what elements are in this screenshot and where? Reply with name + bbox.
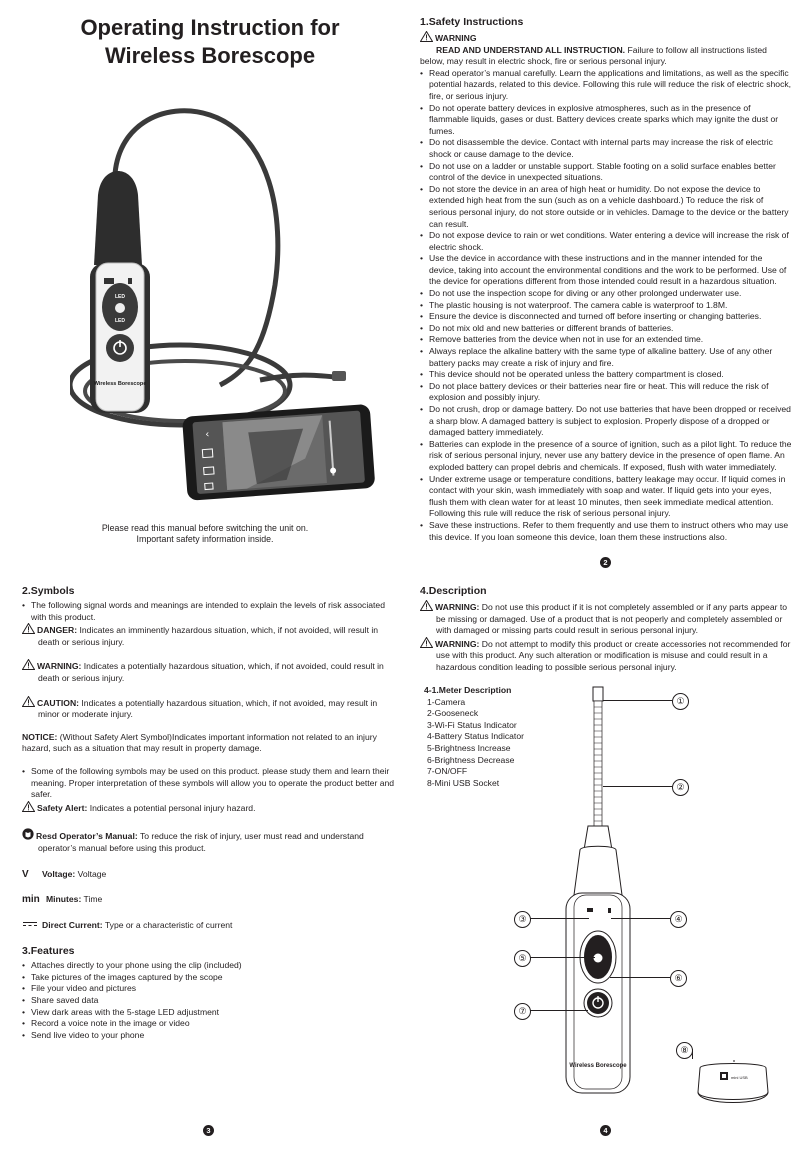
read-note [70,523,340,545]
read-note-line-2: Important safety information inside. [136,534,274,544]
safety-title: 1.Safety Instructions [420,16,524,28]
warning-triangle-icon [420,31,433,42]
safety-lead [420,45,792,68]
warning-label: WARNING: [37,661,82,672]
safety-lead-text: Failure to follow all instructions listed below, may result in electric shock, fire or serious personal injury. [420,44,767,67]
callout-5: ⑤ [514,950,531,967]
features-title: 3.Features [22,945,75,958]
some-symbols-text: • Some of the following symbols may be used on this product. please study them and learn their meaning. Proper interpretation of these symbols will allow you to operate the product better and safer. [22,766,398,801]
list-item: • View dark areas with the 5-stage LED adjustment [22,1007,398,1019]
description-warning-2-text: Do not attempt to modify this product or create accessories not recommended for use with this product. Any such alteration or modification is misuse and could result in a hazardous condition leading to possible serious personal injury. [436,638,791,672]
list-item: • Do not operate battery devices in explosive atmospheres, such as in the presence of flammable liquids, gases or dust. Battery devices create sparks which may ignite the dust or fumes. [420,103,792,138]
callout-2: ② [672,779,689,796]
list-item: • Save these instructions. Refer to them frequently and use them to instruct others who may use this device. If you loan someone this device, loan them these instructions also. [420,520,792,543]
list-item: 4-Battery Status Indicator [427,731,524,742]
direct-current-text: Type or a characteristic of current [102,919,233,930]
symbols-title: 2.Symbols [22,585,75,597]
list-item: 2-Gooseneck [427,708,479,719]
list-item: 7-ON/OFF [427,766,468,777]
list-item: • Attaches directly to your phone using the clip (included) [22,960,398,972]
list-item: • Share saved data [22,995,398,1007]
list-item: • Do not store the device in an area of high heat or humidity. Do not expose the device to extended high heat from the sun (such as on a vehicle dashboard.) To reduce the risk of serious personal injury, do not store outside or in vehicles. Damage to the device or the battery can result. [420,184,792,230]
diagram-device-label: Wireless Borescope [569,1063,627,1069]
caution-label: CAUTION: [37,697,80,708]
warning-row [22,659,398,684]
direct-current-label: Direct Current: [42,919,103,930]
list-item: • Under extreme usage or temperature conditions, battery leakage may occur. If liquid comes in contact with your skin, wash immediately with soap and water. If liquid gets into your eyes, flush them with clean water for at least 10 minutes, then seek immediate medical attention. Following this rule will reduce the risk of serious personal injury. [420,474,792,520]
page-number-4: 4 [600,1125,611,1136]
meter-title: 4-1.Meter Description [424,685,512,695]
caution-text: Indicates a potentially hazardous situation, which, if not avoided, may result in minor or moderate injury. [38,697,378,720]
description-warning-2-label: WARNING: [435,638,480,649]
minutes-label: Minutes: [46,894,82,905]
warning-triangle-icon [22,801,35,812]
callout-3: ③ [514,911,531,928]
description-title: 4.Description [420,585,487,597]
callout-7: ⑦ [514,1003,531,1020]
safety-alert-text: Indicates a potential personal injury hazard. [87,802,256,813]
list-item: • Send live video to your phone [22,1030,398,1042]
direct-current-icon [22,920,38,928]
description-warning-1-label: WARNING: [435,602,480,612]
device-brand-label: Wireless Borescope [93,381,147,387]
callout-4: ④ [670,911,687,928]
list-item: • Read operator’s manual carefully. Learn the applications and limitations, as well as the specific potential hazards, related to this device. Following this rule will reduce the risk of electric shock, fire, or serious injury. [420,68,792,103]
page-title [40,14,380,70]
callout-5-leader [530,957,595,958]
callout-1: ① [672,693,689,710]
minutes-symbol: min [22,894,40,906]
device-led-down-label: LED [115,318,125,324]
callout-8-leader [692,1049,693,1059]
minutes-text: Time [81,894,103,905]
list-item: 8-Mini USB Socket [427,777,500,788]
warning-triangle-icon [22,659,35,670]
description-warning-1-text: Do not use this product if it is not completely assembled or if any parts appear to be missing or damaged. Use of a product that is not peoperly and completely assembled or with damaged or missing parts could result in serious personal injury. [436,602,788,636]
device-diagram [550,685,680,1105]
notice-text: (Without Safety Alert Symbol)Indicates important information not related to an injury hazard, such as a situation that may result in property damage. [22,731,377,754]
danger-text: Indicates an imminently hazardous situation, which, if not avoided, will result in death or serious injury. [38,625,379,647]
voltage-text: Voltage [75,868,107,879]
callout-8: ⑧ [676,1042,693,1059]
list-item: • Batteries can explode in the presence of a source of ignition, such as a pilot light. To reduce the risk of serious personal injury, never use any battery device in the presence of open flame. An exploded battery can propel debris and chemicals. If exposed, flush with water immediately. [420,439,792,474]
callout-4-leader [611,918,670,919]
description-warning-2 [420,637,792,674]
callout-1-leader [603,700,672,701]
list-item: • This device should not be operated unless the battery compartment is closed. [420,369,792,381]
danger-label: DANGER: [37,625,78,636]
callout-2-leader [603,786,672,787]
safety-lead-bold: READ AND UNDERSTAND ALL INSTRUCTION. [436,44,626,55]
minutes-row [22,894,398,906]
danger-row [22,623,398,648]
callout-3-leader [530,918,589,919]
safety-list [420,68,792,543]
warning-triangle-icon [420,600,433,611]
page-number-2: 2 [600,557,611,568]
symbols-section [22,585,398,1041]
list-item: • Take pictures of the images captured by the scope [22,972,398,984]
list-item: • Ensure the device is disconnected and turned off before inserting or changing batteries. [420,311,792,323]
read-manual-text: To reduce the risk of injury, user must read and understand operator’s manual before using this product. [38,831,364,853]
symbols-intro: • The following signal words and meanings are intended to explain the levels of risk associated with this product. [22,600,398,623]
svg-text:‹: ‹ [204,429,210,441]
warning-triangle-icon [22,696,35,707]
description-warning-1 [420,600,792,637]
safety-warning-heading [420,31,792,45]
title-line-2: Wireless Borescope [104,43,316,68]
callout-7-leader [530,1010,588,1011]
callout-6: ⑥ [670,970,687,987]
voltage-symbol: V [22,868,29,880]
read-manual-row [22,828,398,854]
list-item: • Use the device in accordance with these instructions and in the manner intended for the device, taking into account the environmental conditions and the work to be performed. Use of the device for operations different from those intended could result in a hazardous situation. [420,253,792,288]
list-item: • File your video and pictures [22,983,398,995]
voltage-row [22,869,398,881]
list-item: • Do not crush, drop or damage battery. Do not use batteries that have been dropped or received a sharp blow. A damaged battery is subject to explosion. Properly dispose of a dropped or damaged battery immediately. [420,404,792,439]
read-manual-icon [22,828,34,840]
warning-text: Indicates a potentially hazardous situation, which, if not avoided, could result in death or serious injury. [38,661,384,683]
list-item: • Do not expose device to rain or wet conditions. Water entering a device will increase the risk of electric shock. [420,230,792,253]
safety-alert-row [22,801,398,815]
list-item: • Do not use on a ladder or unstable support. Stable footing on a solid surface enables better control of the device in unexpected situations. [420,161,792,184]
warning-triangle-icon [420,637,433,648]
list-item: • Do not use the inspection scope for diving or any other prolonged underwater use. [420,288,792,300]
page-number-3: 3 [203,1125,214,1136]
callout-6-leader [610,977,670,978]
safety-alert-label: Safety Alert: [37,802,88,813]
title-line-1: Operating Instruction for [80,15,340,40]
caution-row [22,696,398,721]
list-item: 6-Brightness Decrease [427,754,515,765]
list-item: • The plastic housing is not waterproof. The camera cable is waterproof to 1.8M. [420,300,792,312]
list-item: 3-Wi-Fi Status Indicator [427,719,517,730]
list-item: • Remove batteries from the device when not in use for an extended time. [420,334,792,346]
device-led-up-label: LED [115,294,125,300]
notice-label: NOTICE: [22,731,58,742]
warning-triangle-icon [22,623,35,634]
safety-section [420,16,792,543]
list-item: 5-Brightness Increase [427,742,511,753]
list-item: • Always replace the alkaline battery with the same type of alkaline battery. Use of any other battery packs may create a risk of injury and fire. [420,346,792,369]
direct-current-row [22,920,398,932]
list-item: 1-Camera [427,696,466,707]
features-list [22,960,398,1041]
usb-label: mini USB [731,1075,748,1080]
list-item: • Do not disassemble the device. Contact with internal parts may increase the risk of electric shock or cause damage to the device. [420,137,792,160]
read-note-line-1: Please read this manual before switching the unit on. [101,523,309,533]
usb-socket-diagram [694,1060,772,1108]
notice-row [22,732,398,755]
voltage-label: Voltage: [42,868,76,879]
description-section [420,585,792,674]
list-item: • Record a voice note in the image or video [22,1018,398,1030]
list-item: • Do not mix old and new batteries or different brands of batteries. [420,323,792,335]
list-item: • Do not place battery devices or their batteries near fire or heat. This will reduce the risk of explosion and possibly injury. [420,381,792,404]
read-manual-label: Resd Operator’s Manual: [36,831,138,842]
safety-warning-label: WARNING [435,33,477,43]
product-photo [70,95,400,515]
